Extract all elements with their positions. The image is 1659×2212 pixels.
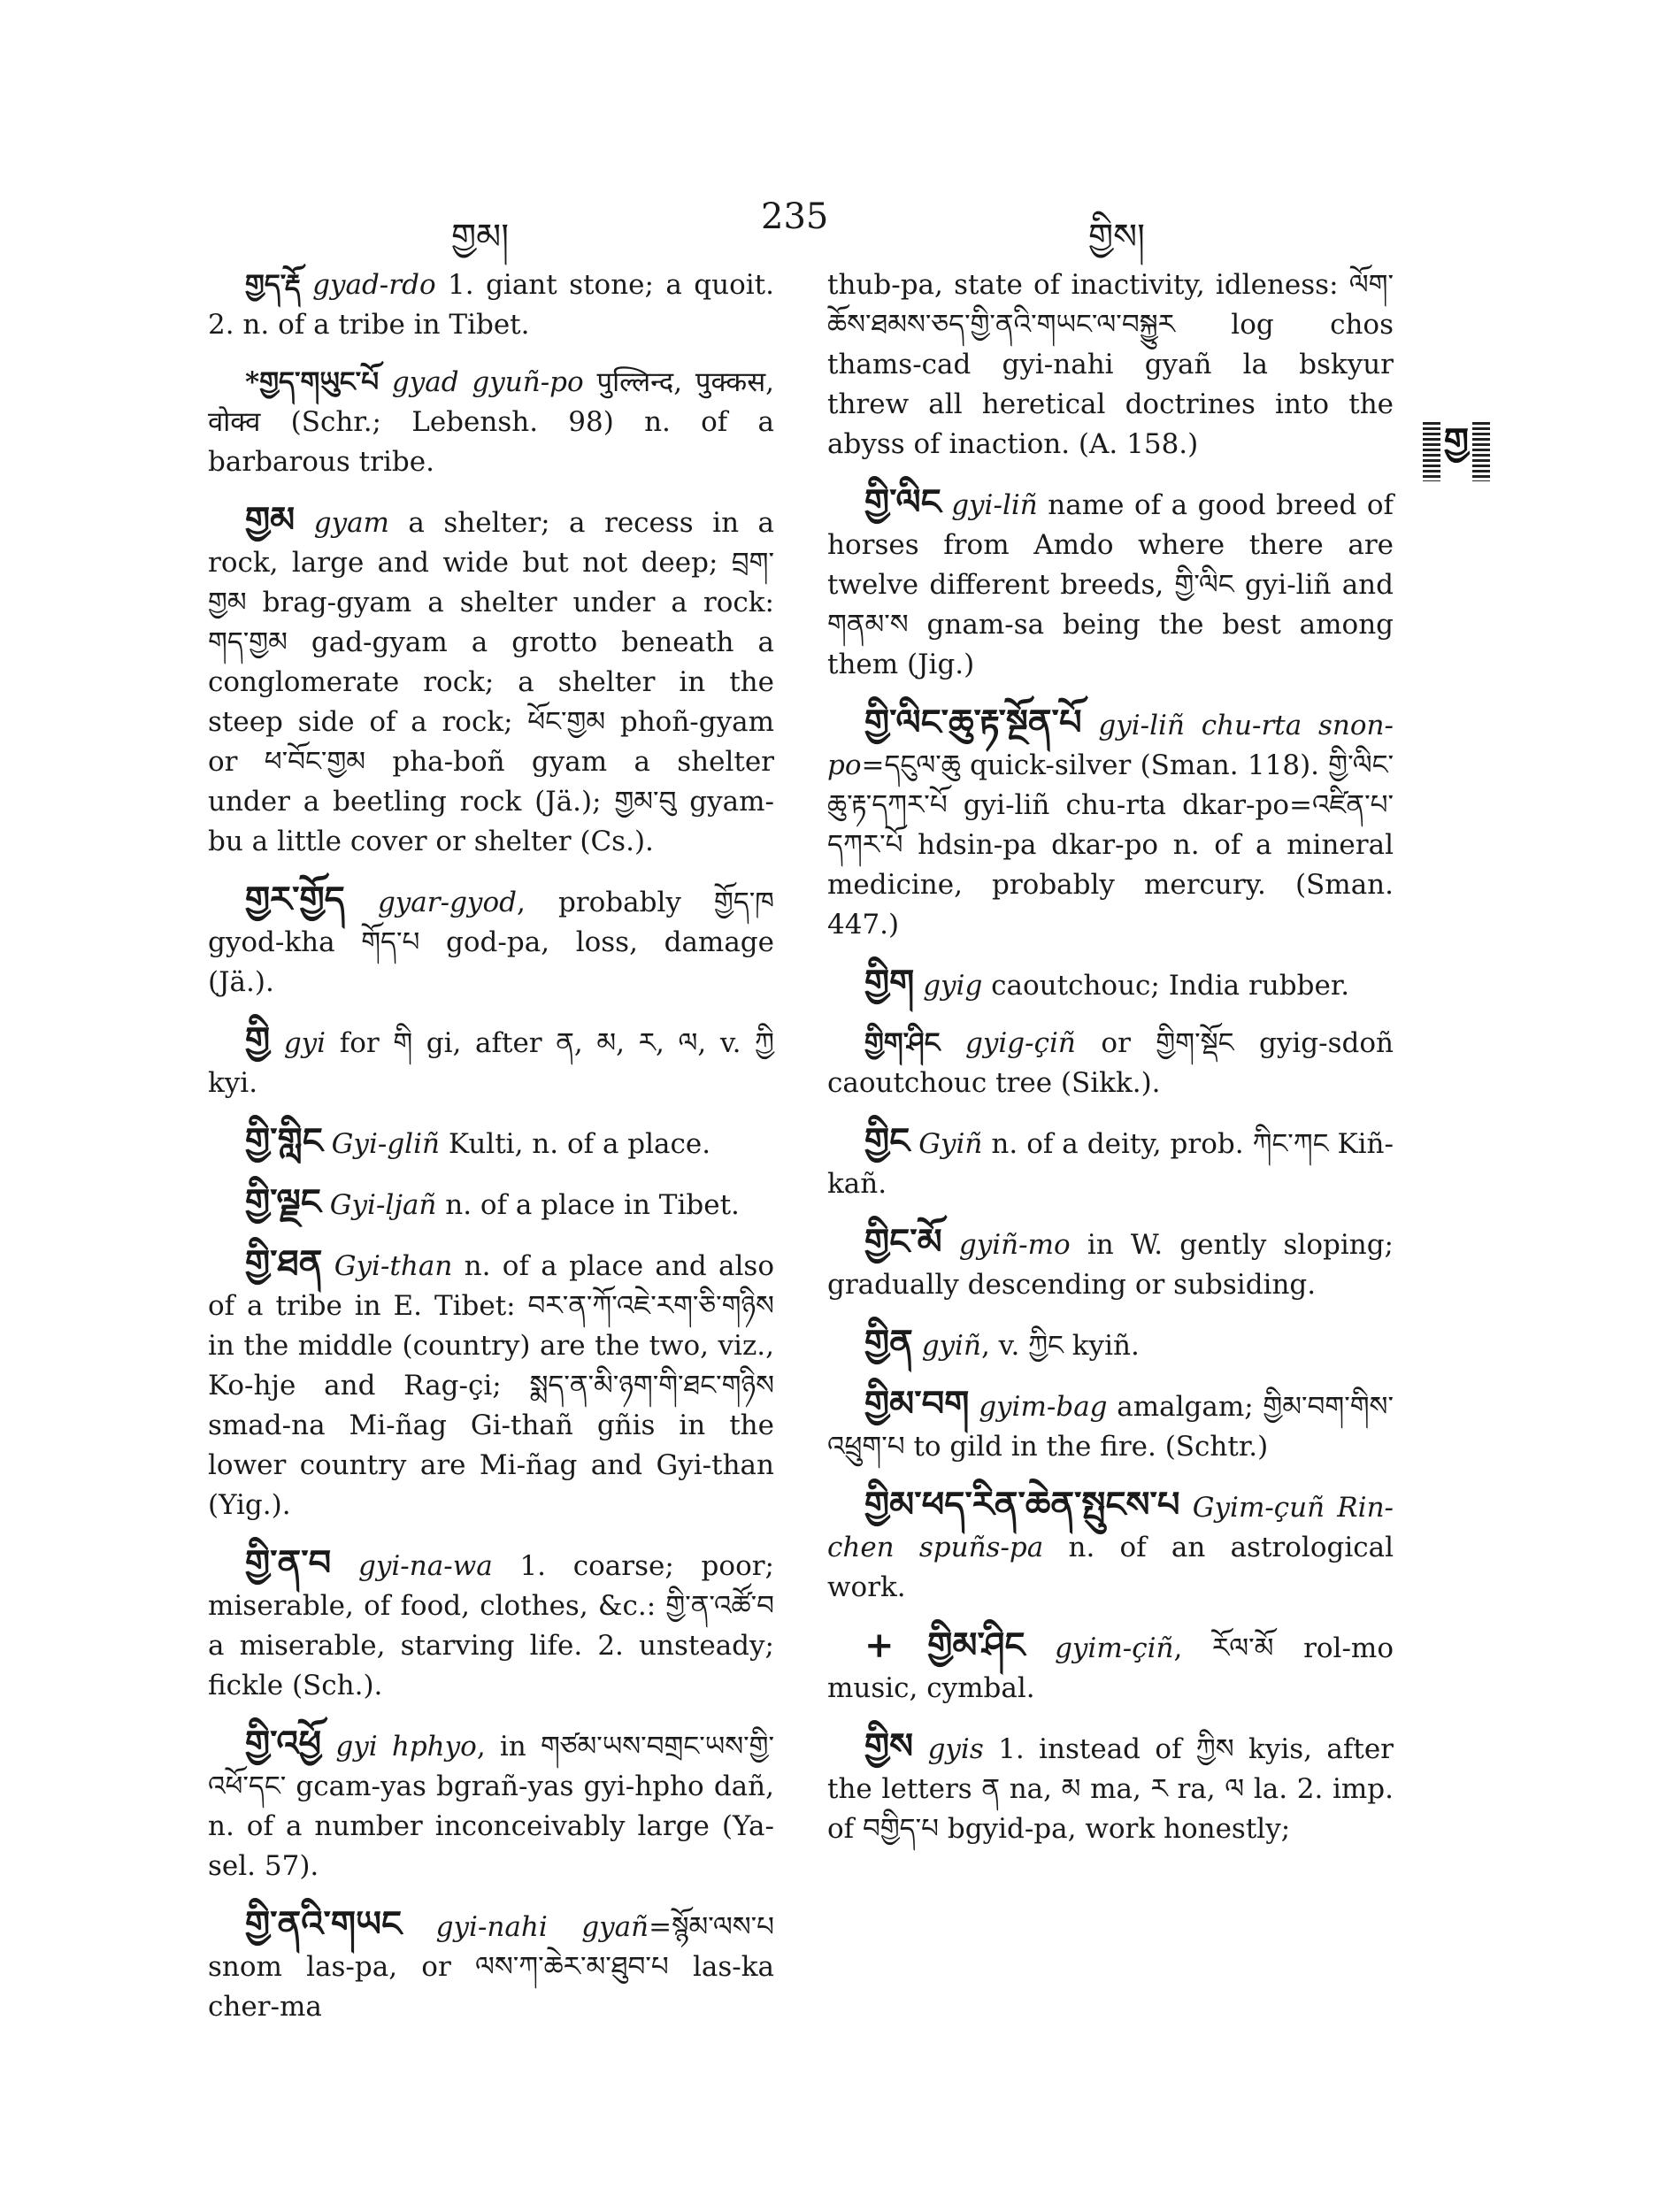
dictionary-entry — [208, 1904, 774, 2027]
dictionary-entry — [827, 1323, 1394, 1366]
definition: , probably གྱོད་ཁ gyod-kha གོད་པ god-pa, loss, damage (Jä.). — [208, 887, 774, 998]
dictionary-entry — [827, 963, 1394, 1006]
transliteration: gyi hphyo — [335, 1731, 477, 1763]
definition: n. of a deity, prob. ཀིང་ཀང Kiñ-kañ. — [827, 1128, 1394, 1200]
headword: གྱི་འཕྱོ — [245, 1723, 322, 1764]
transliteration: Gyi-ljañ — [329, 1189, 437, 1221]
definition: , རོལ་མོ rol-mo music, cymbal. — [827, 1632, 1394, 1704]
left-column — [208, 265, 774, 2045]
dictionary-entry — [827, 703, 1394, 945]
headword: + གྱིམ་ཤིང — [864, 1624, 1025, 1666]
headword: གྱིང་མོ — [864, 1221, 942, 1263]
tibetan-term: གྱད་རྡོ — [245, 269, 301, 301]
dictionary-entry — [827, 1024, 1394, 1103]
dictionary-entry — [208, 1182, 774, 1225]
transliteration: gyi-liñ chu-rta snon-po — [827, 710, 1394, 781]
definition: or གྱིག་སྡོང gyig-sdoñ caoutchouc tree (Sikk.). — [827, 1027, 1394, 1099]
dictionary-entry — [827, 1625, 1394, 1709]
transliteration: Gyi-gliñ — [331, 1128, 440, 1160]
headword: གྱི་ལིང་ཆུ་རྟ་སྔོན་པོ — [864, 702, 1082, 743]
headword: གྱིན — [864, 1322, 913, 1363]
definition: Kulti, n. of a place. — [439, 1128, 711, 1160]
definition: =སྙོམ་ལས་པ snom las-pa, or ལས་ཀ་ཆེར་མ་ཐུབ་པ las-ka cher-ma — [208, 1911, 775, 2023]
definition: , in གཙམ་ཡས་བགྲང་ཡས་གྱི་འཕོ་དང་ gcam-yas bgrañ-yas gyi-hpho dañ, n. of a number inconceivably large (Ya-sel. 57). — [208, 1731, 775, 1882]
thumb-index-letter: གྱ — [1440, 401, 1472, 501]
definition: 1. giant stone; a quoit. 2. n. of a tribe in Tibet. — [208, 269, 774, 341]
transliteration: gyad-rdo — [312, 269, 436, 301]
transliteration: gyi-nahi gyañ — [435, 1911, 649, 1943]
definition: n. of an astrological work. — [827, 1532, 1394, 1603]
transliteration: gyi-na-wa — [358, 1550, 493, 1582]
dictionary-entry — [208, 500, 774, 862]
headword: གྱིག — [864, 962, 915, 1003]
thumb-index-tab — [1423, 419, 1490, 481]
tibetan-term: *གྱད་གཡུང་པོ — [245, 366, 380, 398]
dictionary-entry — [208, 363, 774, 482]
definition: name of a good breed of horses from Amdo where there are twelve different breeds, གྱི་ལིང gyi-liñ and གནམ་ས gnam-sa being the best among them (Jig.) — [827, 489, 1394, 680]
dictionary-entry — [827, 482, 1394, 685]
running-head-left: གྱམ། — [451, 217, 510, 257]
headword: གྱར་གྱོད — [245, 879, 345, 920]
definition: for གི gi, after ན, མ, ར, ལ, v. ཀྱི kyi. — [208, 1027, 774, 1099]
headword: གྱིས — [864, 1725, 914, 1767]
definition: , v. ཀྱིང kyiñ. — [980, 1330, 1140, 1362]
definition: amalgam; གྱིམ་བག་གིས་འཕྲུག་པ to gild in the fire. (Schtr.) — [827, 1391, 1394, 1463]
dictionary-entry — [827, 1384, 1394, 1467]
definition: =དངུལ་ཆུ quick-silver (Sman. 118). གྱི་ལིང་ཆུ་རྟ་དཀར་པོ gyi-liñ chu-rta dkar-po=འཛིན་པ་དཀར་པོ hdsin-pa dkar-po n. of a mineral medicine, probably mercury. (Sman. 447.) — [827, 749, 1394, 941]
dictionary-entry — [208, 1243, 774, 1525]
definition: 1. instead of ཀྱིས kyis, after the letters ན na, མ ma, ར ra, ལ la. 2. imp. of བགྱིད་པ bgyid-pa, work honestly; — [827, 1733, 1394, 1845]
dictionary-entry — [208, 1020, 774, 1103]
page-number: 235 — [761, 196, 829, 237]
dictionary-entry — [827, 1121, 1394, 1204]
definition: n. of a place and also of a tribe in E. Tibet: བར་ན་ཀོ་འཇེ་རག་ཅི་གཉིས in the middle (country) are the two, viz., Ko-hje and Rag-çi; སྨད་ན་མི་ཉག་གི་ཐང་གཉིས smad-na Mi-ñag Gi-thañ gñis in the lower country are Mi-ñag and Gyi-than (Yig.). — [208, 1250, 774, 1521]
headword: གྱི — [245, 1019, 271, 1061]
dictionary-entry — [827, 1222, 1394, 1305]
headword: གྱི་ལིང — [864, 481, 941, 523]
dictionary-entry — [208, 1724, 774, 1886]
definition: 1. coarse; poor; miserable, of food, clothes, &c.: གྱི་ན་འཚོ་བ a miserable, starving life. 2. unsteady; fickle (Sch.). — [208, 1550, 774, 1701]
transliteration: Gyim-çuñ Rin-chen spuñs-pa — [827, 1492, 1394, 1563]
dictionary-entry — [208, 1543, 774, 1706]
transliteration: Gyi-than — [334, 1250, 453, 1282]
transliteration: gyis — [927, 1733, 984, 1765]
headword: གྱི་ན་བ — [245, 1542, 332, 1584]
definition: a shelter; a recess in a rock, large and wide but not deep; བྲག་གྱམ brag-gyam a shelter under a rock: གད་གྱམ gad-gyam a grotto beneath a conglomerate rock; a shelter in the steep side of a rock; ཕོང་གྱམ phoñ-gyam or ཕ་བོང་གྱམ pha-boñ gyam a shelter under a beetling rock (Jä.); གྱམ་བུ gyam-bu a little cover or shelter (Cs.). — [208, 507, 774, 857]
headword: གྱི་གླིང — [245, 1120, 323, 1162]
definition: n. of a place in Tibet. — [436, 1189, 740, 1221]
transliteration: gyi-liñ — [951, 489, 1038, 521]
transliteration: gyiñ-mo — [958, 1229, 1071, 1261]
definition: in W. gently sloping; gradually descending or subsiding. — [827, 1229, 1394, 1301]
dictionary-entry — [208, 879, 774, 1002]
dictionary-entry — [827, 1726, 1394, 1849]
headword: གྱི་ཐན — [245, 1242, 323, 1284]
right-column — [827, 265, 1394, 1867]
running-head-right: གྱིས། — [1088, 217, 1146, 257]
transliteration: gyar-gyod — [377, 887, 517, 918]
definition: thub-pa, state of inactivity, idleness: ལོག་ཆོས་ཐམས་ཅད་གྱི་ནའི་གཡང་ལ་བསྐྱུར log chos thams-cad gyi-nahi gyañ la bskyur threw all heretical doctrines into the abyss of inaction. (A. 158.) — [827, 269, 1394, 460]
transliteration: gyim-bag — [979, 1391, 1108, 1423]
transliteration: gyiñ — [921, 1330, 981, 1362]
transliteration: gyim-çiñ — [1055, 1632, 1174, 1664]
dictionary-entry — [208, 1121, 774, 1164]
dictionary-entry — [208, 265, 774, 345]
transliteration: gyig-çiñ — [965, 1027, 1076, 1059]
headword: གྱིམ་བག — [864, 1383, 970, 1425]
transliteration: gyig — [923, 970, 983, 1002]
definition: पुल्लिन्द, पुक्कस, वोक्‍व (Schr.; Lebensh. 98) n. of a barbarous tribe. — [208, 366, 775, 478]
tibetan-term: གྱིག་ཤིང — [864, 1027, 941, 1059]
transliteration: Gyiñ — [918, 1128, 983, 1160]
headword: གྱིང — [864, 1120, 910, 1162]
transliteration: gyi — [283, 1027, 326, 1059]
headword: གྱིམ་ཕད་རིན་ཆེན་སྤུངས་པ — [864, 1484, 1180, 1525]
transliteration: gyad gyuñ-po — [391, 366, 584, 398]
definition: caoutchouc; India rubber. — [982, 970, 1350, 1002]
transliteration: gyam — [313, 507, 389, 539]
dictionary-entry — [827, 265, 1394, 465]
headword: གྱམ — [245, 499, 296, 541]
dictionary-entry — [827, 1485, 1394, 1608]
headword: གྱི་ལྗང — [245, 1181, 321, 1223]
headword: གྱི་ནའི་གཡང — [245, 1903, 403, 1945]
